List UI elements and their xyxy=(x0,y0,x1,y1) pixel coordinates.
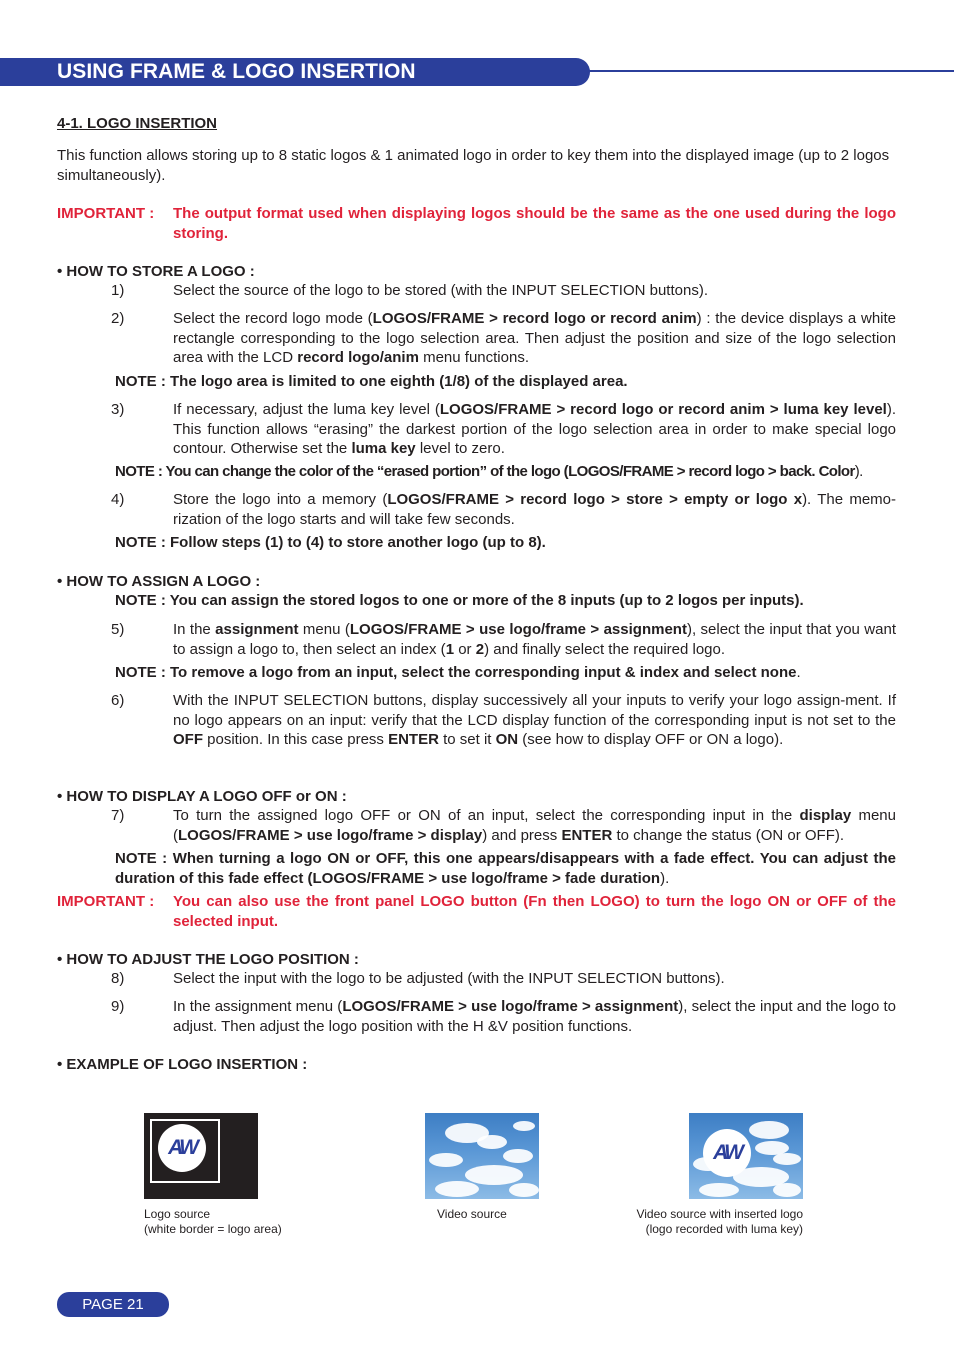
caption: Video source xyxy=(437,1207,507,1221)
page-title: USING FRAME & LOGO INSERTION xyxy=(57,60,416,83)
note: NOTE : Follow steps (1) to (4) to store another logo (up to 8). xyxy=(115,534,546,551)
step-text: In the assignment menu (LOGOS/FRAME > use logo/frame > assignment), select the input and the logo to adjust. Then adjust the logo position with the H &V position functions. xyxy=(173,998,897,1035)
page-number-badge: PAGE 21 xyxy=(57,1292,169,1317)
video-source-image xyxy=(425,1113,539,1199)
caption: Video source with inserted logo xyxy=(636,1207,803,1221)
caption: (white border = logo area) xyxy=(144,1222,282,1236)
step-text: With the INPUT SELECTION buttons, display successively all your inputs to verify your logo assign-ment. If no logo appears on an input: verify that the LCD display function of the corresponding input is not set to the OFF position. In this case press ENTER to set it ON (see how to display OFF or ON a logo). xyxy=(173,692,896,749)
logo-source-image xyxy=(144,1113,258,1199)
step-text: Select the source of the logo to be stored (with the INPUT SELECTION buttons). xyxy=(173,282,708,299)
display-title: • HOW TO DISPLAY A LOGO OFF or ON : xyxy=(57,788,347,805)
important-label: IMPORTANT : xyxy=(57,893,155,910)
step-text: If necessary, adjust the luma key level (LOGOS/FRAME > record logo or record anim > luma key level). This function allows “erasing” the darkest portion of the logo selection area in order to make special logo contour. Otherwise set the luma key level to zero. xyxy=(173,401,896,458)
caption: Logo source xyxy=(144,1207,211,1221)
important-label: IMPORTANT : xyxy=(57,205,155,222)
step-number: 5) xyxy=(111,621,125,638)
step-number: 1) xyxy=(111,282,125,299)
note: NOTE : The logo area is limited to one eighth (1/8) of the displayed area. xyxy=(115,373,628,390)
important-text: The output format used when displaying logos should be the same as the one used during the logo storing. xyxy=(173,205,896,242)
step-text: To turn the assigned logo OFF or ON of an input, select the corresponding input in the display menu (LOGOS/FRAME > use logo/frame > display) and press ENTER to change the status (ON or OFF). xyxy=(173,807,896,844)
step-text: Select the record logo mode (LOGOS/FRAME > record logo or record anim) : the device displays a white rectangle corresponding to the logo selection area. Then adjust the position and size of the logo selection area with the LCD record logo/anim menu functions. xyxy=(173,310,897,367)
step-number: 2) xyxy=(111,310,125,327)
step-number: 7) xyxy=(111,807,125,824)
intro-paragraph: This function allows storing up to 8 static logos & 1 animated logo in order to key them into the displayed image (up to 2 logos simultaneously). xyxy=(57,147,890,184)
position-title: • HOW TO ADJUST THE LOGO POSITION : xyxy=(57,951,359,968)
step-text: Store the logo into a memory (LOGOS/FRAME > record logo > store > empty or logo x). The memo-rization of the logo starts and will take few seconds. xyxy=(173,491,896,528)
step-number: 8) xyxy=(111,970,125,987)
step-number: 4) xyxy=(111,491,125,508)
section-heading: 4-1. LOGO INSERTION xyxy=(57,115,218,132)
logo-icon: AW xyxy=(703,1129,751,1177)
note: NOTE : You can assign the stored logos to one or more of the 8 inputs (up to 2 logos per inputs). xyxy=(115,592,804,609)
inserted-logo-image xyxy=(689,1113,803,1199)
store-title: • HOW TO STORE A LOGO : xyxy=(57,263,255,280)
step-number: 9) xyxy=(111,998,125,1015)
assign-title: • HOW TO ASSIGN A LOGO : xyxy=(57,573,261,590)
note: NOTE : You can change the color of the “erased portion” of the logo (LOGOS/FRAME > record logo > back. Color). xyxy=(115,463,863,480)
note: NOTE : When turning a logo ON or OFF, this one appears/disappears with a fade effect. You can adjust the duration of this fade effect (LOGOS/FRAME > use logo/frame > fade duration). xyxy=(115,850,896,887)
header-rule xyxy=(588,70,954,72)
important-text: You can also use the front panel LOGO button (Fn then LOGO) to turn the logo ON or OFF of the selected input. xyxy=(173,893,896,930)
note: NOTE : To remove a logo from an input, select the corresponding input & index and select none. xyxy=(115,664,801,681)
caption: (logo recorded with luma key) xyxy=(645,1222,803,1236)
logo-icon: AW xyxy=(158,1124,206,1172)
step-number: 3) xyxy=(111,401,125,418)
step-text: Select the input with the logo to be adjusted (with the INPUT SELECTION buttons). xyxy=(173,970,725,987)
example-title: • EXAMPLE OF LOGO INSERTION : xyxy=(57,1056,308,1073)
step-text: In the assignment menu (LOGOS/FRAME > use logo/frame > assignment), select the input that you want to assign a logo to, then select an index (1 or 2) and finally select the required logo. xyxy=(173,621,896,658)
step-number: 6) xyxy=(111,692,125,709)
